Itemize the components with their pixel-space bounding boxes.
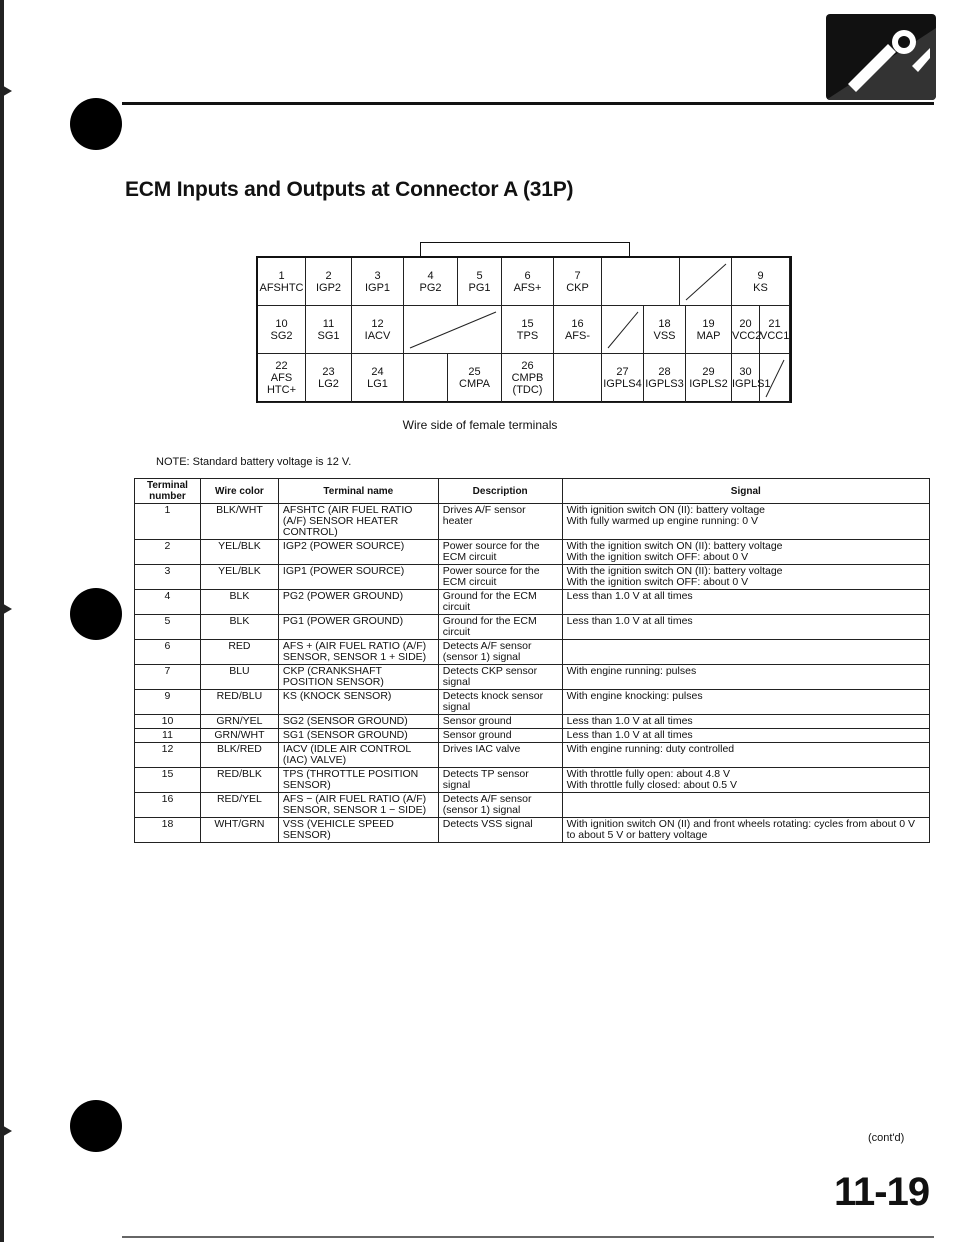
connector-pin-19 bbox=[686, 306, 732, 354]
cell-terminal-number: 12 bbox=[135, 743, 201, 768]
diagram-caption: Wire side of female terminals bbox=[402, 418, 558, 432]
pin-label: IGP2 bbox=[315, 281, 342, 294]
pin-label: MAP bbox=[696, 329, 721, 342]
connector-pin-empty bbox=[554, 354, 602, 403]
cell-terminal-name: TPS (THROTTLE POSITION SENSOR) bbox=[278, 768, 438, 793]
footer-rule bbox=[122, 1236, 934, 1238]
header-signal: Signal bbox=[562, 479, 929, 504]
pin-label: CMPA bbox=[459, 378, 490, 390]
pin-number: 12 bbox=[371, 317, 384, 330]
unused-pin-slash-icon bbox=[404, 306, 502, 354]
header-description: Description bbox=[438, 479, 562, 504]
table-row bbox=[135, 665, 930, 690]
pin-number: 11 bbox=[322, 317, 335, 330]
connector-pin-16 bbox=[554, 306, 602, 354]
pin-label: CKP bbox=[566, 281, 589, 294]
cell-terminal-number: 16 bbox=[135, 793, 201, 818]
table-header-row bbox=[135, 479, 930, 504]
cell-description: Detects A/F sensor (sensor 1) signal bbox=[438, 793, 562, 818]
connector-pin-empty bbox=[760, 354, 790, 403]
cell-signal: With throttle fully open: about 4.8 V With throttle fully closed: about 0.5 V bbox=[562, 768, 929, 793]
pin-label: LG1 bbox=[367, 378, 388, 390]
cell-signal: With engine running: duty controlled bbox=[562, 743, 929, 768]
connector-pin-20 bbox=[732, 306, 760, 354]
header-rule bbox=[122, 102, 934, 105]
connector-pin-3 bbox=[352, 258, 404, 306]
pin-number: 9 bbox=[757, 269, 764, 282]
pin-label: AFSHTC bbox=[259, 281, 304, 294]
cell-wire-color: YEL/BLK bbox=[200, 540, 278, 565]
cell-signal: With ignition switch ON (II): battery voltage With fully warmed up engine running: 0 V bbox=[562, 504, 929, 540]
cell-wire-color: BLK/RED bbox=[200, 743, 278, 768]
table-row bbox=[135, 743, 930, 768]
pin-label: IGPLS2 bbox=[689, 378, 728, 390]
cell-terminal-name: PG1 (POWER GROUND) bbox=[278, 615, 438, 640]
cell-wire-color: RED/YEL bbox=[200, 793, 278, 818]
cell-description: Ground for the ECM circuit bbox=[438, 590, 562, 615]
pin-number: 2 bbox=[325, 269, 332, 282]
pin-number: 26 bbox=[521, 360, 534, 372]
pin-number: 1 bbox=[278, 269, 285, 282]
cell-terminal-name: PG2 (POWER GROUND) bbox=[278, 590, 438, 615]
pin-number: 4 bbox=[427, 269, 434, 282]
pin-label: AFS+ bbox=[513, 281, 542, 294]
connector-pin-9 bbox=[732, 258, 790, 306]
punch-hole bbox=[70, 1100, 122, 1152]
connector-pin-28 bbox=[644, 354, 686, 403]
cell-description: Detects TP sensor signal bbox=[438, 768, 562, 793]
terminal-table bbox=[134, 478, 930, 843]
pin-number: 6 bbox=[524, 269, 531, 282]
cell-signal: With ignition switch ON (II) and front wheels rotating: cycles from about 0 V to about 5 V or battery voltage bbox=[562, 818, 929, 843]
table-row bbox=[135, 729, 930, 743]
punch-hole bbox=[70, 98, 122, 150]
cell-signal: With engine running: pulses bbox=[562, 665, 929, 690]
binding-edge bbox=[0, 0, 4, 1242]
connector-pin-4 bbox=[404, 258, 458, 306]
cell-terminal-name: SG2 (SENSOR GROUND) bbox=[278, 715, 438, 729]
page-title: ECM Inputs and Outputs at Connector A (31P) bbox=[125, 178, 574, 201]
connector-pin-18 bbox=[644, 306, 686, 354]
connector-pin-7 bbox=[554, 258, 602, 306]
connector-latch bbox=[420, 242, 630, 257]
pin-label: AFS HTC+ bbox=[266, 372, 297, 396]
connector-face bbox=[256, 256, 792, 403]
table-row bbox=[135, 540, 930, 565]
binding-notch bbox=[0, 84, 12, 98]
pin-number: 24 bbox=[371, 366, 384, 378]
cell-terminal-number: 15 bbox=[135, 768, 201, 793]
connector-pin-23 bbox=[306, 354, 352, 403]
table-row bbox=[135, 504, 930, 540]
cell-description: Detects CKP sensor signal bbox=[438, 665, 562, 690]
connector-pin-5 bbox=[458, 258, 502, 306]
table-row bbox=[135, 690, 930, 715]
table-row bbox=[135, 590, 930, 615]
pin-label: VCC1 bbox=[760, 329, 790, 342]
pin-label: PG1 bbox=[468, 281, 491, 294]
table-row bbox=[135, 818, 930, 843]
cell-signal bbox=[562, 793, 929, 818]
pin-number: 29 bbox=[702, 366, 715, 378]
connector-pin-empty bbox=[602, 258, 680, 306]
connector-pin-27 bbox=[602, 354, 644, 403]
pin-label: PG2 bbox=[419, 281, 442, 294]
cell-wire-color: GRN/YEL bbox=[200, 715, 278, 729]
cell-wire-color: BLK bbox=[200, 590, 278, 615]
connector-pin-empty bbox=[404, 306, 502, 354]
cell-wire-color: GRN/WHT bbox=[200, 729, 278, 743]
cell-description: Power source for the ECM circuit bbox=[438, 565, 562, 590]
cell-description: Detects A/F sensor (sensor 1) signal bbox=[438, 640, 562, 665]
connector-pin-1 bbox=[258, 258, 306, 306]
cell-terminal-name: KS (KNOCK SENSOR) bbox=[278, 690, 438, 715]
cell-description: Drives IAC valve bbox=[438, 743, 562, 768]
table-row bbox=[135, 640, 930, 665]
cell-terminal-name: VSS (VEHICLE SPEED SENSOR) bbox=[278, 818, 438, 843]
cell-terminal-number: 4 bbox=[135, 590, 201, 615]
cell-terminal-name: AFS + (AIR FUEL RATIO (A/F) SENSOR, SENSOR 1 + SIDE) bbox=[278, 640, 438, 665]
pin-number: 21 bbox=[768, 317, 781, 330]
cell-terminal-number: 6 bbox=[135, 640, 201, 665]
connector-pin-10 bbox=[258, 306, 306, 354]
connector-pin-22 bbox=[258, 354, 306, 403]
pin-number: 16 bbox=[571, 317, 584, 330]
cell-wire-color: RED bbox=[200, 640, 278, 665]
header-terminal-name: Terminal name bbox=[278, 479, 438, 504]
cell-wire-color: BLK bbox=[200, 615, 278, 640]
pin-label: IACV bbox=[364, 329, 391, 342]
unused-pin-slash-icon bbox=[760, 354, 790, 403]
pin-number: 7 bbox=[574, 269, 581, 282]
cell-terminal-name: IACV (IDLE AIR CONTROL (IAC) VALVE) bbox=[278, 743, 438, 768]
pin-number: 22 bbox=[275, 360, 288, 372]
table-row bbox=[135, 768, 930, 793]
cell-terminal-number: 1 bbox=[135, 504, 201, 540]
connector-pin-empty bbox=[680, 258, 732, 306]
cell-description: Detects knock sensor signal bbox=[438, 690, 562, 715]
page-number: 11-19 bbox=[834, 1170, 930, 1214]
cell-wire-color: RED/BLU bbox=[200, 690, 278, 715]
unused-pin-slash-icon bbox=[680, 258, 732, 306]
header-wire-color: Wire color bbox=[200, 479, 278, 504]
table-row bbox=[135, 715, 930, 729]
cell-terminal-name: CKP (CRANKSHAFT POSITION SENSOR) bbox=[278, 665, 438, 690]
cell-terminal-number: 10 bbox=[135, 715, 201, 729]
cell-wire-color: BLK/WHT bbox=[200, 504, 278, 540]
pin-label: TPS bbox=[516, 329, 539, 342]
cell-signal: Less than 1.0 V at all times bbox=[562, 615, 929, 640]
cell-wire-color: YEL/BLK bbox=[200, 565, 278, 590]
cell-description: Sensor ground bbox=[438, 715, 562, 729]
binding-notch bbox=[0, 602, 12, 616]
connector-pin-25 bbox=[448, 354, 502, 403]
pin-number: 25 bbox=[468, 366, 481, 378]
binding-notch bbox=[0, 1124, 12, 1138]
connector-pin-21 bbox=[760, 306, 790, 354]
cell-terminal-number: 3 bbox=[135, 565, 201, 590]
header-terminal-number: Terminal number bbox=[135, 479, 201, 504]
continued-label: (cont'd) bbox=[868, 1132, 905, 1144]
connector-pin-6 bbox=[502, 258, 554, 306]
pin-label: CMPB (TDC) bbox=[511, 372, 544, 396]
cell-wire-color: WHT/GRN bbox=[200, 818, 278, 843]
connector-pin-26 bbox=[502, 354, 554, 403]
pin-number: 27 bbox=[616, 366, 629, 378]
cell-terminal-number: 2 bbox=[135, 540, 201, 565]
cell-signal: With the ignition switch ON (II): battery voltage With the ignition switch OFF: about 0 V bbox=[562, 565, 929, 590]
pin-number: 28 bbox=[658, 366, 671, 378]
pin-label: IGPLS4 bbox=[603, 378, 642, 390]
cell-signal: Less than 1.0 V at all times bbox=[562, 729, 929, 743]
cell-wire-color: RED/BLK bbox=[200, 768, 278, 793]
pin-number: 3 bbox=[374, 269, 381, 282]
connector-pin-11 bbox=[306, 306, 352, 354]
connector-pin-empty bbox=[602, 306, 644, 354]
cell-description: Ground for the ECM circuit bbox=[438, 615, 562, 640]
pin-label: SG2 bbox=[270, 329, 293, 342]
note: NOTE: Standard battery voltage is 12 V. bbox=[156, 456, 352, 468]
pin-number: 18 bbox=[658, 317, 671, 330]
pin-number: 15 bbox=[521, 317, 534, 330]
cell-terminal-name: SG1 (SENSOR GROUND) bbox=[278, 729, 438, 743]
cell-signal: With the ignition switch ON (II): battery voltage With the ignition switch OFF: about 0 V bbox=[562, 540, 929, 565]
cell-terminal-name: AFS − (AIR FUEL RATIO (A/F) SENSOR, SENSOR 1 − SIDE) bbox=[278, 793, 438, 818]
pin-label: IGP1 bbox=[364, 281, 391, 294]
table-row bbox=[135, 793, 930, 818]
pin-number: 5 bbox=[476, 269, 483, 282]
spark-plug-wrench-icon bbox=[826, 14, 936, 100]
cell-signal: Less than 1.0 V at all times bbox=[562, 590, 929, 615]
pin-number: 19 bbox=[702, 317, 715, 330]
cell-terminal-name: IGP1 (POWER SOURCE) bbox=[278, 565, 438, 590]
connector-diagram bbox=[256, 256, 792, 416]
pin-label: KS bbox=[753, 281, 768, 294]
unused-pin-slash-icon bbox=[602, 306, 644, 354]
pin-number: 20 bbox=[739, 317, 752, 330]
cell-terminal-name: AFSHTC (AIR FUEL RATIO (A/F) SENSOR HEATER CONTROL) bbox=[278, 504, 438, 540]
cell-terminal-name: IGP2 (POWER SOURCE) bbox=[278, 540, 438, 565]
cell-description: Drives A/F sensor heater bbox=[438, 504, 562, 540]
cell-description: Detects VSS signal bbox=[438, 818, 562, 843]
connector-pin-empty bbox=[404, 354, 448, 403]
connector-pin-12 bbox=[352, 306, 404, 354]
pin-label: VCC2 bbox=[732, 329, 762, 342]
cell-signal: With engine knocking: pulses bbox=[562, 690, 929, 715]
cell-terminal-number: 5 bbox=[135, 615, 201, 640]
connector-pin-2 bbox=[306, 258, 352, 306]
pin-label: VSS bbox=[653, 329, 676, 342]
connector-pin-24 bbox=[352, 354, 404, 403]
cell-terminal-number: 9 bbox=[135, 690, 201, 715]
cell-description: Power source for the ECM circuit bbox=[438, 540, 562, 565]
pin-label: LG2 bbox=[318, 378, 339, 390]
cell-signal: Less than 1.0 V at all times bbox=[562, 715, 929, 729]
cell-terminal-number: 18 bbox=[135, 818, 201, 843]
table-row bbox=[135, 615, 930, 640]
cell-signal bbox=[562, 640, 929, 665]
table-row bbox=[135, 565, 930, 590]
cell-terminal-number: 7 bbox=[135, 665, 201, 690]
punch-hole bbox=[70, 588, 122, 640]
pin-label: IGPLS3 bbox=[645, 378, 684, 390]
cell-description: Sensor ground bbox=[438, 729, 562, 743]
pin-number: 23 bbox=[322, 366, 335, 378]
pin-number: 30 bbox=[739, 366, 752, 378]
connector-pin-15 bbox=[502, 306, 554, 354]
cell-wire-color: BLU bbox=[200, 665, 278, 690]
pin-number: 10 bbox=[275, 317, 288, 330]
cell-terminal-number: 11 bbox=[135, 729, 201, 743]
pin-label: AFS- bbox=[564, 329, 591, 342]
connector-pin-29 bbox=[686, 354, 732, 403]
connector-pin-30 bbox=[732, 354, 771, 403]
pin-label: IGPLS1 bbox=[732, 378, 771, 390]
pin-label: SG1 bbox=[317, 329, 340, 342]
